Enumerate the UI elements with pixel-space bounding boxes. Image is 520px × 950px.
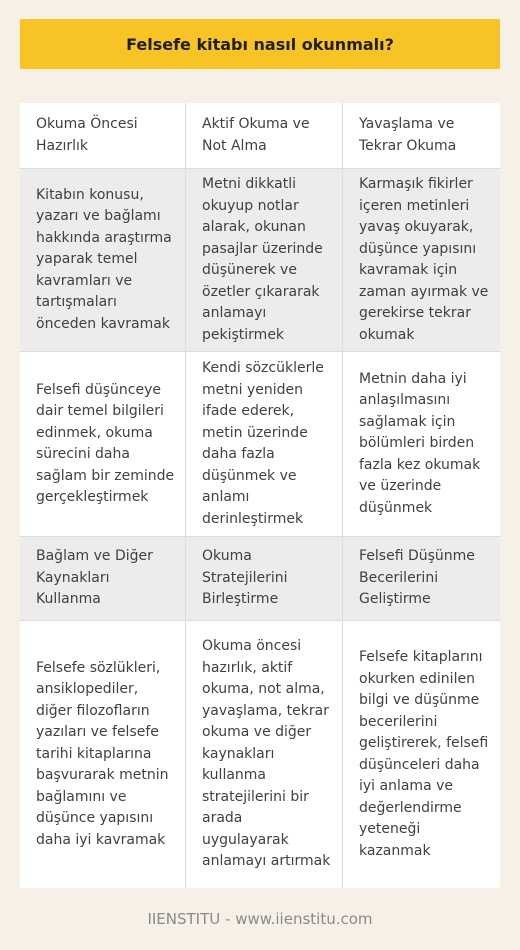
table-cell: Kendi sözcüklerle metni yeniden ifade ederek, metin üzerinde daha fazla düşünmek ve anlamı derinleştirmek	[186, 352, 343, 537]
table-cell: Aktif Okuma ve Not Alma	[186, 103, 343, 169]
table-cell: Felsefe kitaplarını okurken edinilen bilgi ve düşünme becerilerini geliştirerek, felsefi düşünceleri daha iyi anlama ve değerlendirme yeteneği kazanmak	[359, 649, 489, 859]
table-cell: Bağlam ve Diğer Kaynakları Kullanma	[20, 537, 186, 621]
footer-credit: IIENSTITU - www.iienstitu.com	[147, 910, 373, 928]
table-cell: Yavaşlama ve Tekrar Okuma	[343, 103, 500, 169]
table-cell: Metnin daha iyi anlaşılmasını sağlamak için bölümleri birden fazla kez okumak ve üzerinde düşünmek	[343, 352, 500, 537]
table-cell: Felsefi Düşünme Becerilerini Geliştirme	[343, 537, 500, 621]
table-cell: Okuma Öncesi Hazırlık	[20, 103, 186, 169]
table-cell: Felsefi düşünceye dair temel bilgileri edinmek, okuma sürecini daha sağlam bir zeminde gerçekleştirmek	[20, 352, 186, 537]
info-table	[20, 103, 500, 888]
table-cell: Karmaşık fikirler içeren metinleri yavaş okuyarak, düşünce yapısını kavramak için zaman ayırmak ve gerekirse tekrar okumak	[343, 169, 500, 352]
page-title: Felsefe kitabı nasıl okunmalı?	[20, 19, 500, 69]
table-cell: Metni dikkatli okuyup notlar alarak, okunan pasajlar üzerinde düşünerek ve özetler çıkararak anlamayı pekiştirmek	[186, 169, 343, 352]
table-cell: Felsefe sözlükleri, ansiklopediler, diğer filozofların yazıları ve felsefe tarihi kitaplarına başvurarak metnin bağlamını ve düşünce yapısını daha iyi kavramak	[20, 621, 186, 888]
table-cell: Kitabın konusu, yazarı ve bağlamı hakkında araştırma yaparak temel kavramları ve tartışmaları önceden kavramak	[20, 169, 186, 352]
table-cell: Okuma öncesi hazırlık, aktif okuma, not alma, yavaşlama, tekrar okuma ve diğer kaynakları kullanma stratejilerini bir arada uygulayarak anlamayı artırmak	[186, 621, 343, 888]
table-cell: Okuma Stratejilerini Birleştirme	[186, 537, 343, 621]
